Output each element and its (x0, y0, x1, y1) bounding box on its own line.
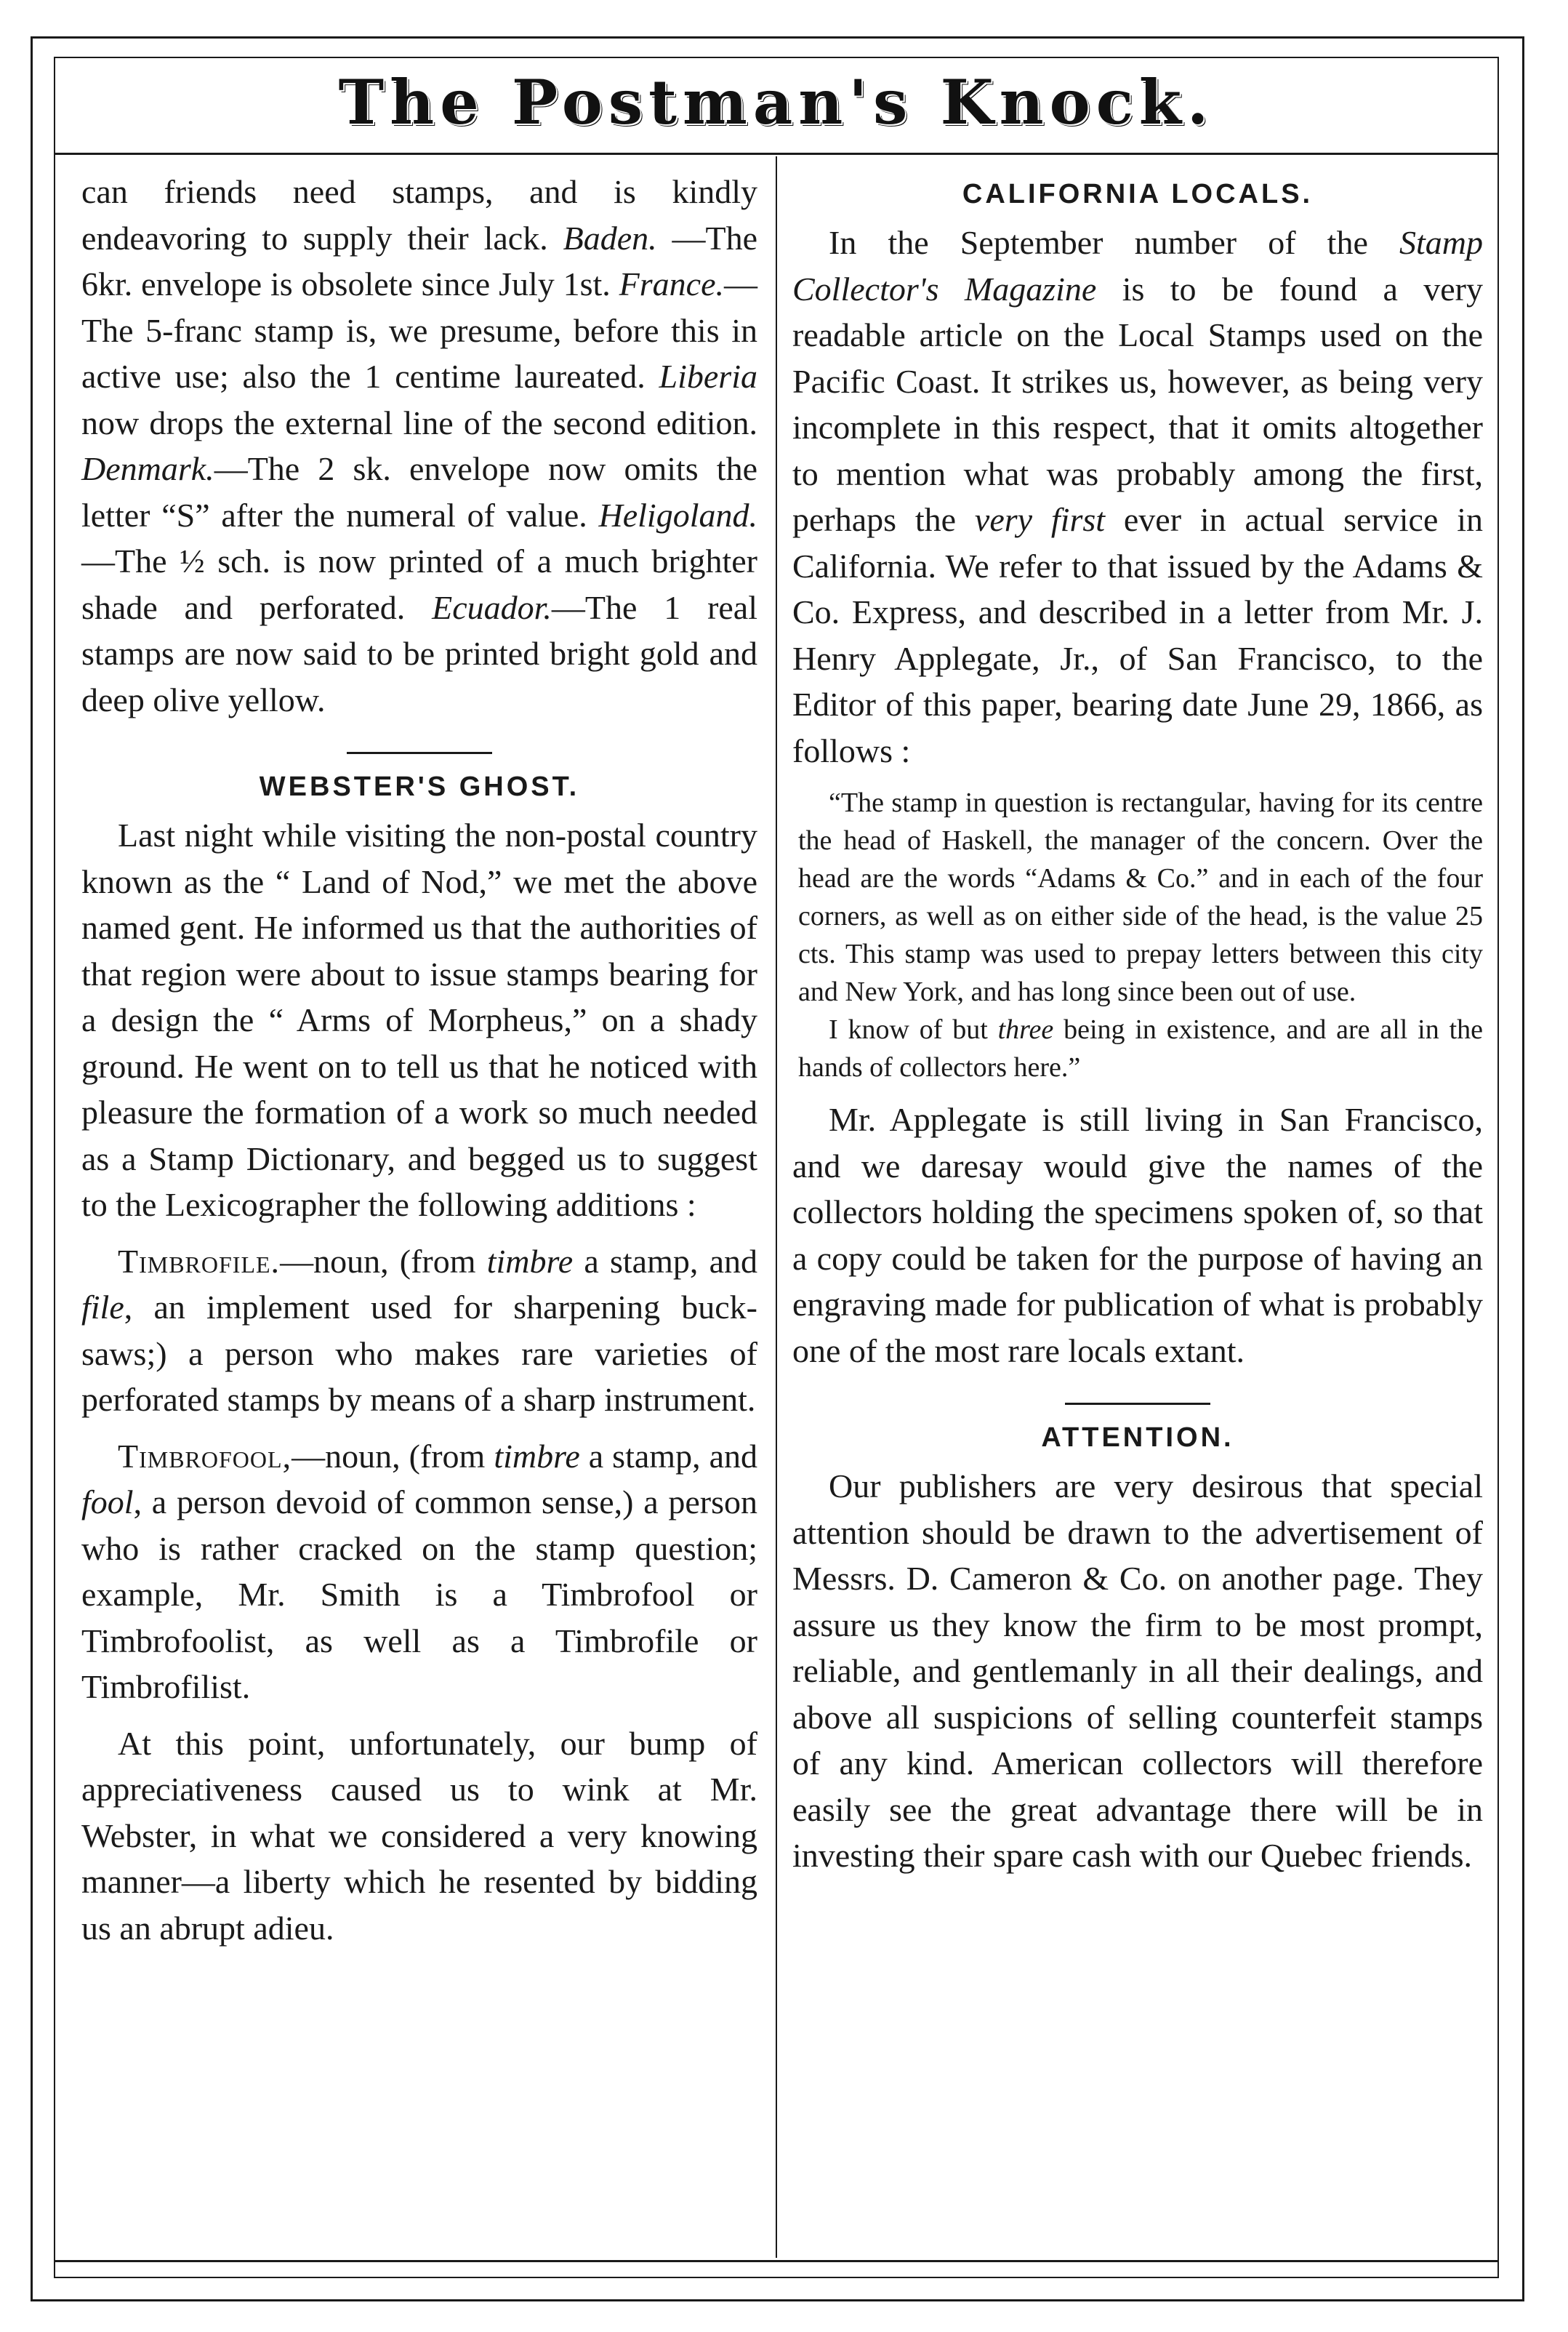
masthead-title: The Postman's Knock. (338, 65, 1215, 138)
paragraph-applegate: Mr. Applegate is still living in San Francisco, and we daresay would give the names of the collectors holding the specimens spoken of, so that a copy could be taken for the purpose of having an engraving made for publication of what is probably one of the most rare locals extant. (792, 1101, 1483, 1369)
country-france: France. (619, 265, 724, 302)
right-column (792, 169, 1483, 1879)
country-ecuador: Ecuador. (432, 588, 552, 626)
section-divider (347, 752, 492, 754)
quote-paragraph-collectors: I know of but three being in existence, and are all in the hands of collectors here.” (798, 1014, 1483, 1083)
bottom-rule (54, 2260, 1499, 2262)
paragraph-timbrofool: Timbrofool,—noun, (from timbre a stamp, and fool, a person devoid of common sense,) a person who is rather cracked on the stamp question; example, Mr. Smith is a Timbrofool or Timbrofoolist, as well as a Timbrofile or Timbrofilist. (81, 1437, 757, 1705)
paragraph-news-notes: can friends need stamps, and is kindly endeavoring to supply their lack. Baden. —The 6kr. envelope is obsolete since July 1st. France.—The 5-franc stamp is, we presume, before this in active use; also the 1 centime laureated. Liberia now drops the external line of the second edition. Denmark.—The 2 sk. envelope now omits the letter “S” after the numeral of value. Heligoland.—The ½ sch. is now printed of a much brighter shade and perforated. Ecuador.—The 1 real stamps are now said to be printed bright gold and deep olive yellow. (81, 173, 758, 718)
paragraph-land-of-nod: Last night while visiting the non-postal country known as the “ Land of Nod,” we met the above named gent. He informed us that the authorities of that region were about to issue stamps bearing for a design the “ Arms of Morpheus,” on a shady ground. He went on to tell us that he noticed with pleasure the formation of a work so much needed as a Stamp Dictionary, and begged us to suggest to the Lexicographer the following additions : (81, 817, 757, 1223)
country-denmark: Denmark. (81, 450, 214, 487)
section-divider (1065, 1403, 1210, 1405)
heading-california-locals: CALIFORNIA LOCALS. (962, 179, 1314, 209)
heading-attention: ATTENTION. (1041, 1422, 1234, 1453)
masthead-rule (54, 153, 1499, 155)
country-liberia: Liberia (659, 358, 757, 395)
heading-websters-ghost: WEBSTER'S GHOST. (259, 772, 580, 802)
paragraph-abrupt-adieu: At this point, unfortunately, our bump of appreciativeness caused us to wink at Mr. Webster, in what we considered a very knowing manner—a liberty which he resented by bidding us an abrupt adieu. (81, 1724, 757, 1947)
paragraph-california-locals: In the September number of the Stamp Collector's Magazine is to be found a very readable article on the Local Stamps used on the Pacific Coast. It strikes us, however, as being very incomplete in this respect, that it omits altogether to mention what was probably among the first, perhaps the very first ever in actual service in California. We refer to that issued by the Adams & Co. Express, and described in a letter from Mr. J. Henry Applegate, Jr., of San Francisco, to the Editor of this paper, bearing date June 29, 1866, as follows : (792, 224, 1483, 769)
masthead (54, 58, 1499, 145)
country-heligoland: Heligoland. (598, 496, 757, 534)
paragraph-timbrofile: Timbrofile.—noun, (from timbre a stamp, and file, an implement used for sharpening buck-saws;) a person who makes rare varieties of perforated stamps by means of a sharp instrument. (81, 1242, 757, 1418)
column-divider (776, 156, 777, 2258)
letter-quote (792, 784, 1483, 1086)
country-baden: Baden. (563, 219, 657, 257)
left-column (81, 169, 757, 1951)
paragraph-attention: Our publishers are very desirous that special attention should be drawn to the advertisement of Messrs. D. Cameron & Co. on another page. They assure us they know the firm to be most prompt, reliable, and gentlemanly in all their dealings, and above all suspicions of selling counterfeit stamps of any kind. American collectors will therefore easily see the great advantage there will be in investing their spare cash with our Quebec friends. (792, 1467, 1483, 1874)
quote-paragraph-stamp: “The stamp in question is rectangular, having for its centre the head of Haskell, the manager of the concern. Over the head are the words “Adams & Co.” and in each of the four corners, as well as on either side of the head, is the value 25 cts. This stamp was used to prepay letters between this city and New York, and has long since been out of use. (798, 788, 1483, 1007)
